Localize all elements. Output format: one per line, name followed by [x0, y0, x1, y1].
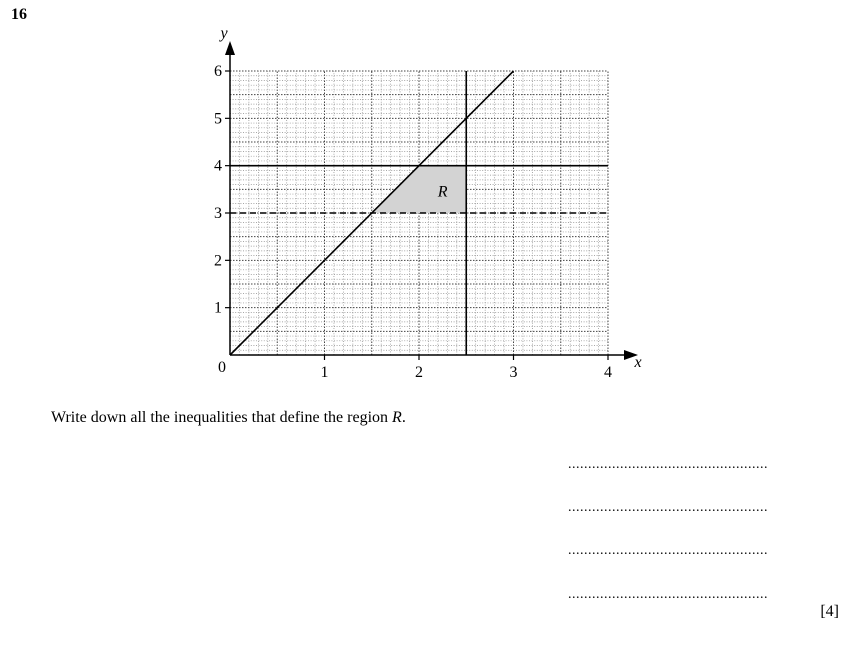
x-tick-label: 4: [604, 364, 612, 381]
region-r-shading: [372, 166, 467, 213]
y-tick-label: 2: [214, 252, 222, 270]
y-tick-label: 6: [214, 63, 222, 80]
x-axis-label: x: [634, 354, 642, 371]
region-r-label: R: [437, 183, 448, 201]
question-number: 16: [11, 6, 27, 23]
answer-line-2[interactable]: ..................................................: [568, 501, 768, 515]
x-tick-label: 2: [415, 364, 423, 381]
x-tick-label: 1: [320, 364, 329, 381]
y-axis-label: y: [220, 25, 228, 42]
y-tick-label: 3: [214, 205, 222, 222]
y-tick-label: 5: [214, 110, 222, 128]
prompt-end: .: [401, 409, 406, 426]
x-tick-label: 3: [509, 364, 518, 381]
prompt-region-variable: R: [392, 409, 402, 426]
question-prompt: [51, 409, 406, 427]
answer-line-3[interactable]: ..................................................: [568, 544, 768, 558]
answer-line-4[interactable]: ..................................................: [568, 588, 768, 602]
y-tick-label: 4: [214, 157, 222, 175]
prompt-text: Write down all the inequalities that define the region: [51, 409, 393, 426]
y-tick-label: 1: [214, 299, 222, 317]
answer-line-1[interactable]: ..................................................: [568, 458, 768, 472]
origin-label: 0: [218, 359, 226, 376]
marks-label: [4]: [820, 603, 839, 620]
y-axis-arrow-icon: [225, 41, 235, 55]
